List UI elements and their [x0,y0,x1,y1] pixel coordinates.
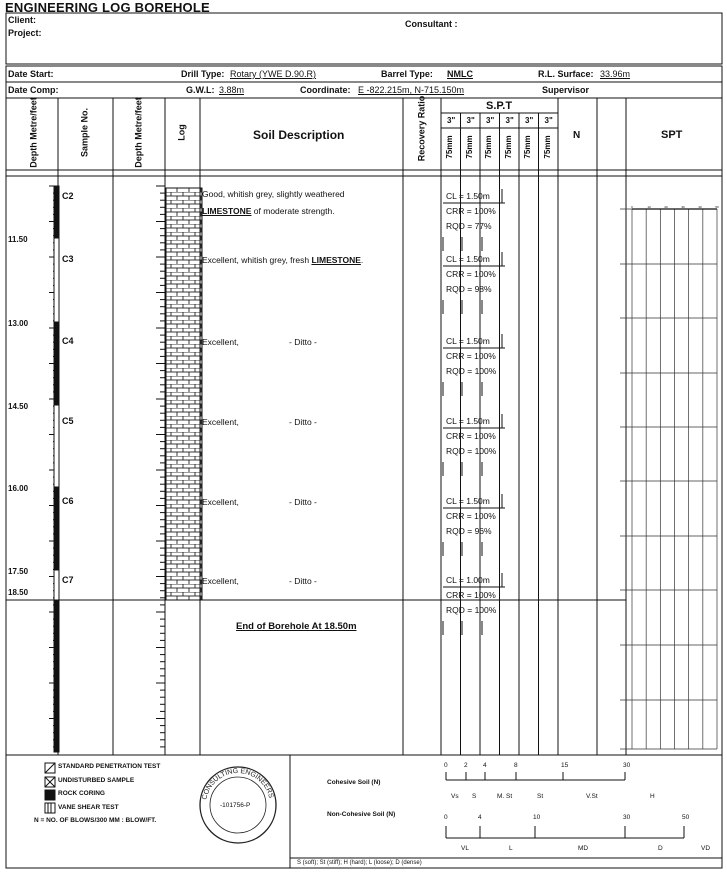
rqd-value: RQD = 100% [446,605,497,615]
spt-scale-tick-label: 0 [631,205,633,209]
desc-line-1: Excellent, [202,417,239,427]
noncohesive-tick-1: 4 [478,814,482,821]
cohesive-soil-label: Cohesive Soil (N) [327,779,381,786]
sample-bars [54,186,59,752]
cohesive-tick-1: 2 [464,762,468,769]
noncohesive-class-2: MD [578,845,589,852]
core-length: CL = 1.00m [446,575,490,585]
legend-item-2: ROCK CORING [58,790,105,797]
sample-id-C6: C6 [62,496,74,506]
col-n: N [573,130,581,141]
col-spt-group: S.P.T [486,100,513,112]
core-recovery: CRR = 100% [446,351,496,361]
desc-line-1: Excellent, [202,497,239,507]
depth-label-16.00: 16.00 [8,484,29,493]
gwl-label: G.W.L: [186,85,215,95]
noncohesive-class-4: VD [701,845,711,852]
coordinate-value: E -822.215m, N-715.150m [358,85,465,95]
noncohesive-tick-2: 10 [533,814,541,821]
cohesive-class-0: Vs [451,793,459,800]
sample-bar-segment-0 [54,186,59,238]
svg-text:CONSULTING ENGINEERS [201,768,274,801]
cohesive-tick-4: 15 [561,762,569,769]
spt-sub-top-2: 3" [486,116,495,125]
depth-label-13.00: 13.00 [8,319,29,328]
rqd-value: RQD = 100% [446,366,497,376]
spt-sub-bottom-3: 75mm [503,135,513,159]
rqd-value: RQD = 77% [446,221,492,231]
desc-line-1 [202,256,363,265]
drill-type-value: Rotary (YWE D.90.R) [230,69,317,79]
spt-scale-tick-label: 30 [681,205,685,209]
desc-ditto: - Ditto - [289,576,317,586]
seal-ring-text: CONSULTING ENGINEERS [201,767,275,801]
desc-rest: of moderate strength. [251,206,335,216]
spt-scale-tick-label: 10 [647,205,651,209]
noncohesive-tick-3: 30 [623,814,631,821]
desc-start: Excellent, whitish grey, fresh [202,255,312,265]
core-length: CL = 1.50m [446,336,490,346]
consistency-scales [446,772,684,838]
depth-label-18.50: 18.50 [8,588,29,597]
noncohesive-tick-4: 50 [682,814,690,821]
core-recovery: CRR = 100% [446,431,496,441]
core-length: CL = 1.50m [446,496,490,506]
seal-id-text: -101756-P [220,802,251,809]
desc-line-1: Excellent, [202,576,239,586]
barrel-type-value: NMLC [447,69,473,79]
desc-ditto: - Ditto - [289,337,317,347]
depth2-scale-ticks [156,186,165,747]
col-recovery-ratio: Recovery Ratio [416,95,427,162]
spt-scale-tick-label: 20 [664,205,668,209]
sample-id-C3: C3 [62,254,74,264]
cohesive-class-2: M. St [497,793,513,800]
col-depth2: Depth Metre/feet [133,97,144,168]
vane-shear-legend-swatch [45,803,55,813]
desc-limestone: LIMESTONE [202,206,252,216]
supervisor-label: Supervisor [542,85,590,95]
spt-sub-top-1: 3" [466,116,475,125]
rl-surface-label: R.L. Surface: [538,69,594,79]
page-title: ENGINEERING LOG BOREHOLE [5,0,210,15]
core-recovery: CRR = 100% [446,269,496,279]
rock-coring-legend-swatch [45,790,55,800]
desc-end: . [360,255,364,265]
frame-lines [6,13,722,868]
sample-bar-segment-2 [54,322,59,405]
date-start-label: Date Start: [8,69,54,79]
legend-item-3: VANE SHEAR TEST [58,803,119,811]
core-length: CL = 1.50m [446,254,490,264]
date-comp-label: Date Comp: [8,85,59,95]
gwl-value: 3.88m [219,85,245,95]
sample-id-C4: C4 [62,336,74,346]
sample-bar-segment-3 [54,405,59,487]
sample-id-C7: C7 [62,575,74,585]
sample-id-C5: C5 [62,416,74,426]
sample-bar-segment-1 [54,238,59,322]
limestone-log-hatch-main [166,188,200,600]
spt-sub-top-5: 3" [544,116,553,125]
spt-sub-bottom-4: 75mm [523,135,532,159]
col-depth: Depth Metre/feet [28,97,39,168]
col-sample-no: Sample No. [79,108,90,158]
desc-limestone: LIMESTONE [311,255,361,265]
spt-sub-bottom-2: 75mm [484,135,493,159]
desc-line-1: Good, whitish grey, slightly weathered [202,189,345,199]
scale-footnote: S (soft); St (stiff); H (hard); L (loose); D (dense) [297,860,422,866]
spt-scale-tick-label: 50 [715,205,719,209]
spt-sub-bottom-5: 75mm [542,135,552,159]
project-label: Project: [8,28,42,38]
spt-sub-top-0: 3" [447,116,456,125]
cohesive-tick-2: 4 [483,762,487,769]
col-spt: SPT [661,129,683,141]
sample-id-C2: C2 [62,191,74,201]
spt-sub-bottom-0: 75mm [445,135,454,159]
spt-sub-bottom-1: 75mm [464,135,474,159]
rqd-value: RQD = 96% [446,526,492,536]
noncohesive-class-3: D [658,845,663,852]
cohesive-tick-5: 30 [623,762,631,769]
desc-line-1: Excellent, [202,337,239,347]
barrel-type-label: Barrel Type: [381,69,433,79]
cohesive-tick-3: 8 [514,762,518,769]
cohesive-class-3: St [537,793,544,800]
core-recovery: CRR = 100% [446,511,496,521]
spt-sub-top-4: 3" [525,116,534,125]
noncohesive-class-0: VL [461,845,469,852]
legend-n-note: N = NO. OF BLOWS/300 MM : BLOW/FT. [34,817,157,824]
spt-sub-top-3: 3" [505,116,514,125]
core-length: CL = 1.50m [446,191,490,201]
core-recovery: CRR = 100% [446,206,496,216]
client-label: Client: [8,15,36,25]
desc-ditto: - Ditto - [289,417,317,427]
noncohesive-class-1: L [509,845,513,852]
col-log: Log [176,124,187,141]
noncohesive-tick-0: 0 [444,814,448,821]
cohesive-tick-0: 0 [444,762,448,769]
drill-type-label: Drill Type: [181,69,225,79]
depth-label-14.50: 14.50 [8,402,29,411]
rl-surface-value: 33.96m [600,69,631,79]
spt-chart [620,205,719,749]
core-length: CL = 1.50m [446,416,490,426]
rqd-value: RQD = 100% [446,446,497,456]
spt-scale-tick-label: 40 [698,205,702,209]
cohesive-class-1: S [472,793,477,800]
sample-bar-segment-6 [54,600,59,752]
cohesive-class-5: H [650,793,655,800]
core-recovery: CRR = 100% [446,590,496,600]
sample-bar-segment-4 [54,487,59,570]
legend-item-1: UNDISTURBED SAMPLE [58,776,135,784]
legend-symbols [45,763,55,813]
sample-bar-segment-5 [54,570,59,600]
legend-item-0: STANDARD PENETRATION TEST [58,763,161,770]
coordinate-label: Coordinate: [300,85,351,95]
cohesive-class-4: V.St [586,793,598,800]
rqd-value: RQD = 98% [446,284,492,294]
depth-label-17.50: 17.50 [8,567,29,576]
desc-line-2 [202,207,335,216]
desc-ditto: - Ditto - [289,497,317,507]
consultant-label: Consultant : [405,19,458,29]
noncohesive-soil-label: Non-Cohesive Soil (N) [327,811,396,818]
end-of-borehole-note: End of Borehole At 18.50m [236,621,357,632]
depth-label-11.50: 11.50 [8,235,28,244]
col-soil-description: Soil Description [253,128,345,142]
